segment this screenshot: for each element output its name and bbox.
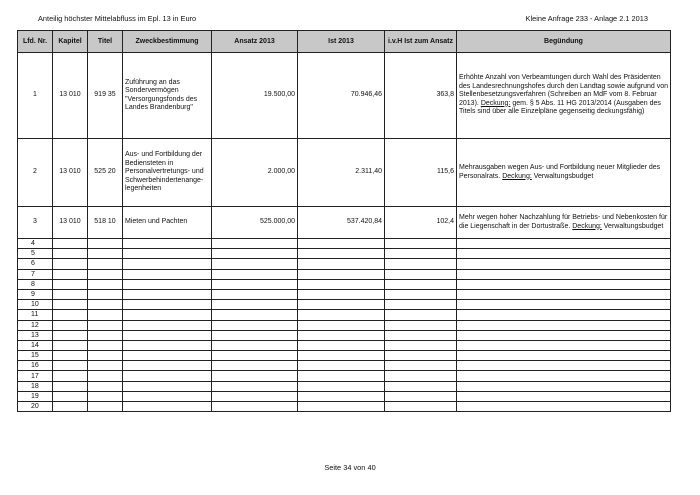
col-header-ivh: i.v.H Ist zum Ansatz — [385, 31, 457, 53]
cell-lfd-nr: 1 — [18, 53, 53, 139]
cell-empty — [298, 351, 385, 361]
cell-empty — [53, 269, 88, 279]
cell-empty — [298, 402, 385, 412]
cell-empty — [88, 340, 123, 350]
cell-empty — [457, 340, 671, 350]
cell-empty — [457, 310, 671, 320]
cell-empty — [212, 381, 298, 391]
cell-lfd-nr: 16 — [18, 361, 53, 371]
cell-empty — [88, 249, 123, 259]
cell-lfd-nr: 11 — [18, 310, 53, 320]
cell-empty — [385, 269, 457, 279]
table-row-empty — [18, 300, 671, 310]
cell-empty — [385, 381, 457, 391]
table-row-empty — [18, 310, 671, 320]
cell-empty — [457, 259, 671, 269]
cell-empty — [88, 391, 123, 401]
begruendung-text: Mehr wegen hoher Nachzahlung für Betriebs- und Nebenkosten für die Liegenschaft in der Dortustraße. — [459, 214, 668, 230]
cell-empty — [212, 310, 298, 320]
cell-empty — [212, 371, 298, 381]
cell-empty — [385, 351, 457, 361]
cell-empty — [385, 340, 457, 350]
cell-empty — [123, 330, 212, 340]
cell-empty — [298, 249, 385, 259]
page-number: Seite 34 von 40 — [324, 463, 376, 472]
cell-empty — [212, 361, 298, 371]
cell-empty — [88, 320, 123, 330]
cell-empty — [298, 239, 385, 249]
cell-begruendung — [457, 207, 671, 239]
cell-empty — [88, 289, 123, 299]
cell-empty — [88, 361, 123, 371]
begruendung-text: Erhöhte Anzahl von Verbeamtungen durch Wahl des Präsidenten des Landesrechnungshofes durch den Landtag sowie aufgrund von Stellenbesetzungsverfahren (Schreiben an MdF vom 8. Februar 2013). — [459, 74, 668, 107]
cell-empty — [123, 289, 212, 299]
cell-empty — [88, 351, 123, 361]
cell-empty — [53, 249, 88, 259]
cell-empty — [212, 320, 298, 330]
cell-empty — [123, 239, 212, 249]
cell-empty — [212, 340, 298, 350]
cell-empty — [123, 340, 212, 350]
cell-empty — [212, 351, 298, 361]
cell-empty — [53, 361, 88, 371]
cell-lfd-nr: 15 — [18, 351, 53, 361]
table-row — [18, 139, 671, 207]
cell-empty — [123, 402, 212, 412]
cell-empty — [212, 330, 298, 340]
cell-ivh: 115,6 — [385, 139, 457, 207]
table-row-empty — [18, 239, 671, 249]
cell-empty — [298, 381, 385, 391]
cell-empty — [385, 289, 457, 299]
cell-empty — [385, 239, 457, 249]
cell-empty — [123, 351, 212, 361]
cell-lfd-nr: 6 — [18, 259, 53, 269]
cell-empty — [457, 279, 671, 289]
cell-ansatz: 2.000,00 — [212, 139, 298, 207]
cell-lfd-nr: 17 — [18, 371, 53, 381]
cell-empty — [88, 310, 123, 320]
cell-empty — [88, 402, 123, 412]
cell-empty — [53, 320, 88, 330]
cell-empty — [53, 289, 88, 299]
cell-empty — [298, 279, 385, 289]
cell-empty — [123, 361, 212, 371]
cell-empty — [88, 269, 123, 279]
cell-empty — [385, 371, 457, 381]
table-row-empty — [18, 381, 671, 391]
cell-empty — [123, 381, 212, 391]
table-row-empty — [18, 249, 671, 259]
cell-empty — [123, 391, 212, 401]
cell-titel: 919 35 — [88, 53, 123, 139]
cell-ivh: 102,4 — [385, 207, 457, 239]
table-header-row — [18, 31, 671, 53]
cell-empty — [298, 269, 385, 279]
deckung-label: Deckung: — [502, 172, 532, 180]
cell-empty — [457, 381, 671, 391]
cell-empty — [212, 279, 298, 289]
cell-empty — [385, 279, 457, 289]
cell-empty — [53, 381, 88, 391]
cell-empty — [212, 391, 298, 401]
cell-empty — [385, 259, 457, 269]
cell-empty — [212, 402, 298, 412]
cell-empty — [88, 279, 123, 289]
cell-empty — [298, 330, 385, 340]
cell-begruendung — [457, 53, 671, 139]
cell-ivh: 363,8 — [385, 53, 457, 139]
cell-empty — [123, 269, 212, 279]
table-row-empty — [18, 340, 671, 350]
cell-empty — [298, 289, 385, 299]
cell-empty — [123, 300, 212, 310]
cell-begruendung — [457, 139, 671, 207]
deckung-text: Verwaltungsbudget — [601, 222, 664, 230]
cell-empty — [212, 239, 298, 249]
cell-lfd-nr: 20 — [18, 402, 53, 412]
cell-empty — [212, 300, 298, 310]
cell-empty — [385, 391, 457, 401]
cell-empty — [457, 269, 671, 279]
cell-empty — [212, 289, 298, 299]
cell-empty — [53, 371, 88, 381]
cell-titel: 518 10 — [88, 207, 123, 239]
cell-lfd-nr: 18 — [18, 381, 53, 391]
cell-empty — [457, 371, 671, 381]
cell-empty — [298, 320, 385, 330]
cell-empty — [457, 239, 671, 249]
cell-empty — [123, 310, 212, 320]
cell-empty — [298, 371, 385, 381]
cell-empty — [385, 361, 457, 371]
table-row-empty — [18, 361, 671, 371]
cell-empty — [457, 351, 671, 361]
blank-rows-group — [18, 239, 671, 412]
cell-empty — [385, 402, 457, 412]
col-header-ansatz: Ansatz 2013 — [212, 31, 298, 53]
cell-empty — [123, 249, 212, 259]
col-header-ist: Ist 2013 — [298, 31, 385, 53]
cell-ist: 70.946,46 — [298, 53, 385, 139]
cell-empty — [88, 330, 123, 340]
cell-empty — [88, 300, 123, 310]
cell-empty — [53, 259, 88, 269]
table-row-empty — [18, 320, 671, 330]
table-row-empty — [18, 371, 671, 381]
cell-empty — [457, 320, 671, 330]
header-right-reference: Kleine Anfrage 233 - Anlage 2.1 2013 — [525, 14, 648, 23]
cell-empty — [298, 259, 385, 269]
col-header-begruendung: Begündung — [457, 31, 671, 53]
cell-empty — [88, 381, 123, 391]
cell-empty — [53, 340, 88, 350]
cell-titel: 525 20 — [88, 139, 123, 207]
cell-empty — [298, 361, 385, 371]
cell-empty — [88, 239, 123, 249]
cell-zweckbestimmung: Aus- und Fortbildung der Bediensteten in Personalvertretungs- und Schwerbehindertenange-legenheiten — [123, 139, 212, 207]
table-row — [18, 53, 671, 139]
deckung-text: Verwaltungsbudget — [531, 172, 594, 180]
cell-empty — [53, 402, 88, 412]
cell-lfd-nr: 5 — [18, 249, 53, 259]
cell-empty — [53, 391, 88, 401]
cell-ansatz: 19.500,00 — [212, 53, 298, 139]
cell-empty — [53, 351, 88, 361]
cell-empty — [457, 249, 671, 259]
cell-lfd-nr: 10 — [18, 300, 53, 310]
cell-empty — [212, 259, 298, 269]
table-row-empty — [18, 279, 671, 289]
deckung-label: Deckung: — [480, 99, 511, 107]
table-row-empty — [18, 402, 671, 412]
cell-empty — [53, 310, 88, 320]
cell-empty — [123, 259, 212, 269]
cell-empty — [298, 391, 385, 401]
col-header-lfd-nr: Lfd. Nr. — [18, 31, 53, 53]
table-row-empty — [18, 259, 671, 269]
header-left-title: Anteilig höchster Mittelabfluss im Epl. 13 in Euro — [38, 14, 197, 23]
table-row-empty — [18, 330, 671, 340]
begruendung-text: Mehrausgaben wegen Aus- und Fortbildung neuer Mitglieder des Personalrats. — [459, 164, 661, 180]
cell-empty — [457, 289, 671, 299]
cell-lfd-nr: 3 — [18, 207, 53, 239]
cell-empty — [212, 249, 298, 259]
cell-empty — [53, 330, 88, 340]
cell-empty — [457, 402, 671, 412]
cell-empty — [53, 279, 88, 289]
col-header-titel: Titel — [88, 31, 123, 53]
cell-kapitel: 13 010 — [53, 53, 88, 139]
table-row — [18, 207, 671, 239]
cell-empty — [298, 300, 385, 310]
cell-empty — [457, 391, 671, 401]
cell-ansatz: 525.000,00 — [212, 207, 298, 239]
deckung-label: Deckung: — [572, 222, 602, 230]
cell-lfd-nr: 9 — [18, 289, 53, 299]
cell-lfd-nr: 2 — [18, 139, 53, 207]
cell-empty — [385, 300, 457, 310]
cell-empty — [123, 279, 212, 289]
cell-lfd-nr: 8 — [18, 279, 53, 289]
cell-lfd-nr: 14 — [18, 340, 53, 350]
cell-empty — [88, 259, 123, 269]
cell-empty — [298, 340, 385, 350]
cell-lfd-nr: 4 — [18, 239, 53, 249]
table-row-empty — [18, 289, 671, 299]
cell-empty — [298, 310, 385, 320]
col-header-kapitel: Kapitel — [53, 31, 88, 53]
table-row-empty — [18, 351, 671, 361]
cell-kapitel: 13 010 — [53, 207, 88, 239]
cell-empty — [457, 361, 671, 371]
cell-empty — [53, 239, 88, 249]
cell-empty — [123, 320, 212, 330]
cell-ist: 2.311,40 — [298, 139, 385, 207]
cell-empty — [385, 330, 457, 340]
cell-empty — [53, 300, 88, 310]
cell-kapitel: 13 010 — [53, 139, 88, 207]
cell-zweckbestimmung: Mieten und Pachten — [123, 207, 212, 239]
cell-lfd-nr: 12 — [18, 320, 53, 330]
cell-empty — [385, 249, 457, 259]
cell-empty — [88, 371, 123, 381]
cell-ist: 537.420,84 — [298, 207, 385, 239]
budget-table — [17, 30, 671, 412]
table-row-empty — [18, 269, 671, 279]
cell-empty — [385, 320, 457, 330]
cell-empty — [212, 269, 298, 279]
cell-lfd-nr: 13 — [18, 330, 53, 340]
deckung-text: gem. § 5 Abs. 11 HG 2013/2014 (Ausgaben des Titels sind über alle Einzelpläne gegenseitig deckungsfähig) — [459, 99, 661, 116]
cell-empty — [385, 310, 457, 320]
cell-empty — [457, 330, 671, 340]
cell-lfd-nr: 7 — [18, 269, 53, 279]
table-row-empty — [18, 391, 671, 401]
col-header-zweckbestimmung: Zweckbestimmung — [123, 31, 212, 53]
cell-empty — [123, 371, 212, 381]
cell-zweckbestimmung: Zuführung an das Sondervermögen "Versorgungsfonds des Landes Brandenburg" — [123, 53, 212, 139]
cell-lfd-nr: 19 — [18, 391, 53, 401]
cell-empty — [457, 300, 671, 310]
